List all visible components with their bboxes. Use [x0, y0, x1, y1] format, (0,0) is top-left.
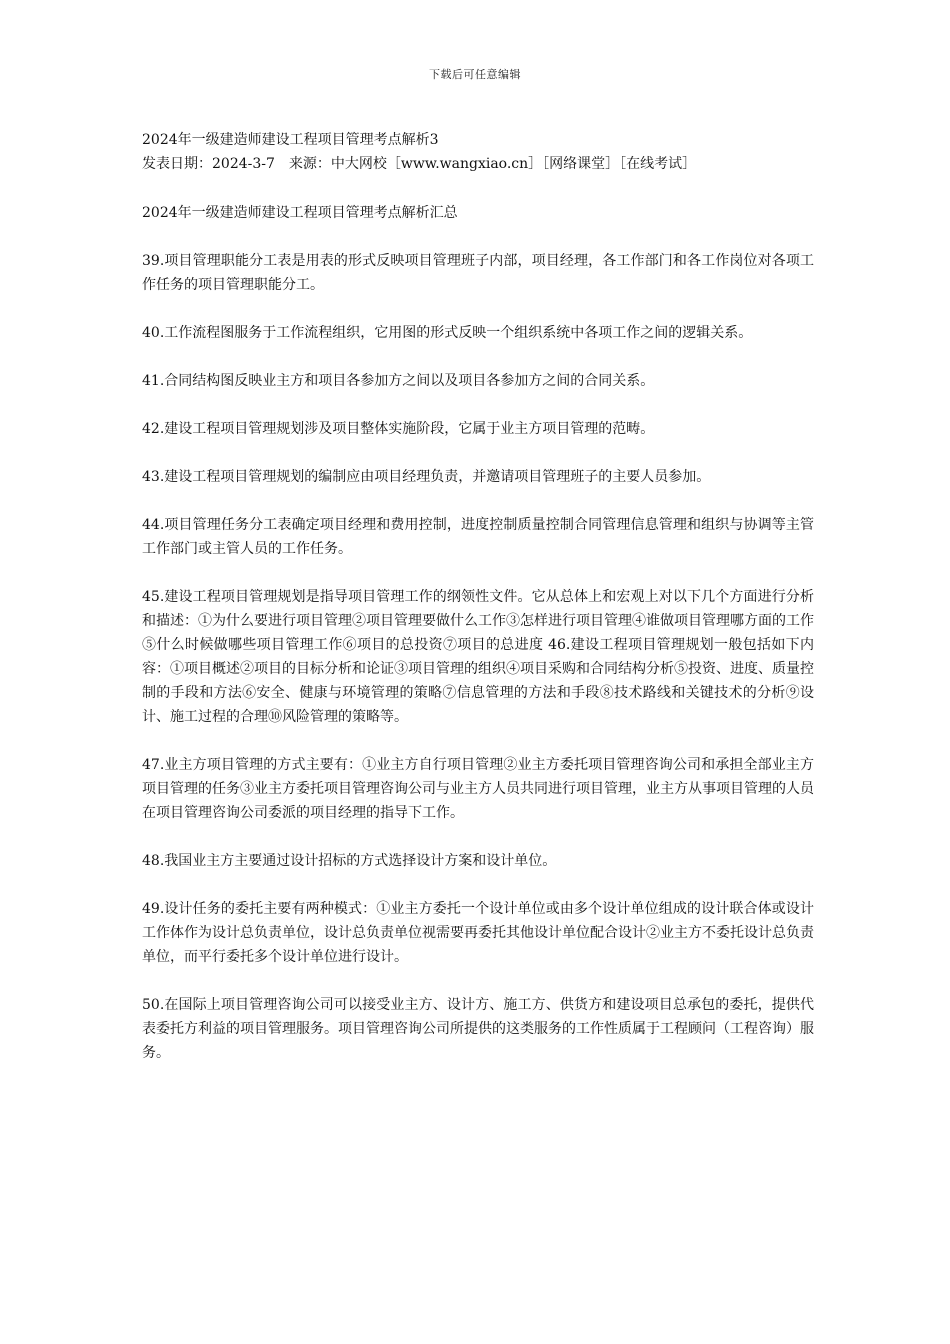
paragraph-41: 41.合同结构图反映业主方和项目各参加方之间以及项目各参加方之间的合同关系。	[142, 373, 655, 389]
article-meta: 发表日期：2024-3-7 来源：中大网校［www.wangxiao.cn］［网络课堂］［在线考试］	[142, 156, 697, 172]
paragraph-42: 42.建设工程项目管理规划涉及项目整体实施阶段，它属于业主方项目管理的范畴。	[142, 421, 655, 437]
article-title: 2024年一级建造师建设工程项目管理考点解析3	[142, 132, 439, 148]
paragraph-45-46: 45.建设工程项目管理规划是指导项目管理工作的纲领性文件。它从总体上和宏观上对以下几个方面进行分析和描述：①为什么要进行项目管理②项目管理要做什么工作③怎样进行项目管理④谁做项目管理哪方面的工作⑤什么时候做哪些项目管理工作⑥项目的总投资⑦项目的总进度 46.建设工程项目管理规划一般包括如下内容：①项目概述②项目的目标分析和论证③项目管理的组织④项目采购和合同结构分析⑤投资、进度、质量控制的手段和方法⑥安全、健康与环境管理的策略⑦信息管理的方法和手段⑧技术路线和关键技术的分析⑨设计、施工过程的合理⑩风险管理的策略等。	[142, 589, 814, 725]
paragraph-50: 50.在国际上项目管理咨询公司可以接受业主方、设计方、施工方、供货方和建设项目总承包的委托，提供代表委托方利益的项目管理服务。项目管理咨询公司所提供的这类服务的工作性质属于工程顾问（工程咨询）服务。	[142, 997, 814, 1061]
paragraph-48: 48.我国业主方主要通过设计招标的方式选择设计方案和设计单位。	[142, 853, 557, 869]
spacer	[142, 176, 814, 201]
article-body	[142, 128, 814, 1089]
paragraph-49: 49.设计任务的委托主要有两种模式：①业主方委托一个设计单位或由多个设计单位组成的设计联合体或设计工作体作为设计总负责单位，设计总负责单位视需要再委托其他设计单位配合设计②业主方不委托设计总负责单位，而平行委托多个设计单位进行设计。	[142, 901, 814, 965]
paragraph-44: 44.项目管理任务分工表确定项目经理和费用控制，进度控制质量控制合同管理信息管理和组织与协调等主管工作部门或主管人员的工作任务。	[142, 517, 814, 557]
paragraph-47: 47.业主方项目管理的方式主要有：①业主方自行项目管理②业主方委托项目管理咨询公司和承担全部业主方项目管理的任务③业主方委托项目管理咨询公司与业主方人员共同进行项目管理，业主方从事项目管理的人员在项目管理咨询公司委派的项目经理的指导下工作。	[142, 757, 814, 821]
paragraph-43: 43.建设工程项目管理规划的编制应由项目经理负责，并邀请项目管理班子的主要人员参加。	[142, 469, 711, 485]
summary-title: 2024年一级建造师建设工程项目管理考点解析汇总	[142, 205, 458, 221]
paragraph-39: 39.项目管理职能分工表是用表的形式反映项目管理班子内部，项目经理，各工作部门和各工作岗位对各项工作任务的项目管理职能分工。	[142, 253, 814, 293]
header-note: 下载后可任意编辑	[429, 68, 521, 81]
paragraph-40: 40.工作流程图服务于工作流程组织，它用图的形式反映一个组织系统中各项工作之间的逻辑关系。	[142, 325, 753, 341]
